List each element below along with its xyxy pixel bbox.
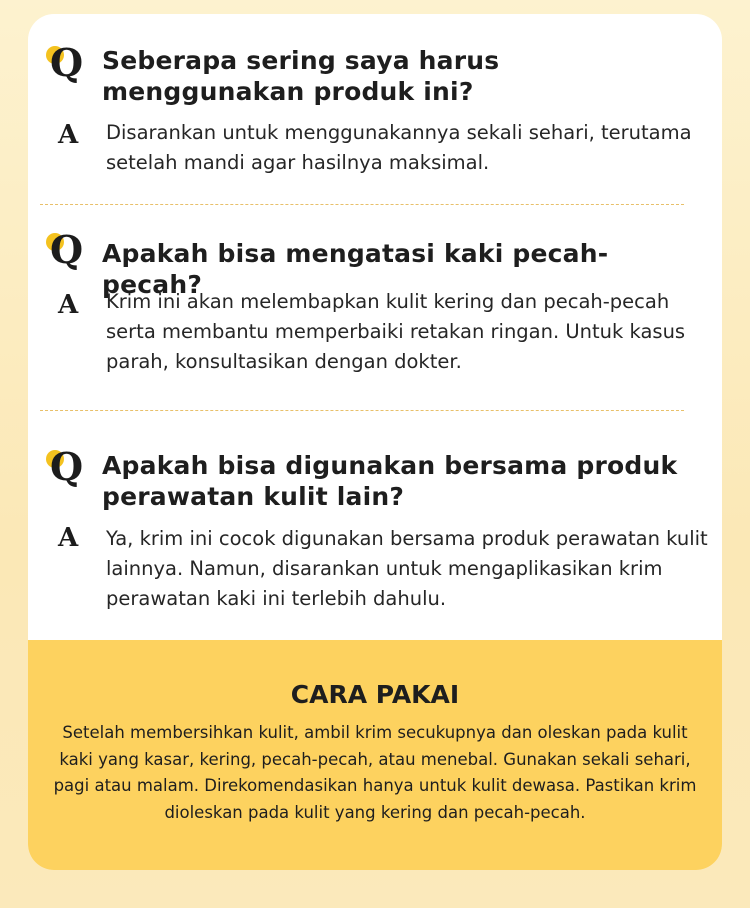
how-to-use-section xyxy=(28,640,722,870)
answer-a-icon: A xyxy=(58,120,79,150)
how-to-use-title: CARA PAKAI xyxy=(290,680,460,709)
faq-card xyxy=(28,14,722,870)
question-q-icon: Q xyxy=(50,444,83,489)
answer-a-icon: A xyxy=(58,290,79,320)
faq-question: Apakah bisa digunakan bersama produk perawatan kulit lain? xyxy=(102,451,678,511)
faq-answer: Disarankan untuk menggunakannya sekali sehari, terutama setelah mandi agar hasilnya maksimal. xyxy=(106,121,692,174)
how-to-use-text: Setelah membersihkan kulit, ambil krim secukupnya dan oleskan pada kulit kaki yang kasar, kering, pecah-pecah, atau menebal. Gunakan sekali sehari, pagi atau malam. Direkomendasikan hanya untuk kulit dewasa. Pastikan krim dioleskan pada kulit yang kering dan pecah-pecah. xyxy=(53,723,697,822)
question-q-icon: Q xyxy=(50,40,83,85)
answer-a-icon: A xyxy=(58,523,79,553)
question-q-icon: Q xyxy=(50,227,83,272)
dashed-divider xyxy=(40,410,684,411)
faq-question: Seberapa sering saya harus menggunakan produk ini? xyxy=(102,46,500,106)
faq-question: Apakah bisa mengatasi kaki pecah-pecah? xyxy=(102,239,609,299)
faq-answer: Krim ini akan melembapkan kulit kering dan pecah-pecah serta membantu memperbaiki retakan ringan. Untuk kasus parah, konsultasikan dengan dokter. xyxy=(106,290,686,373)
faq-answer: Ya, krim ini cocok digunakan bersama produk perawatan kulit lainnya. Namun, disarankan untuk mengaplikasikan krim perawatan kaki ini terlebih dahulu. xyxy=(106,527,708,610)
dashed-divider xyxy=(40,204,684,205)
